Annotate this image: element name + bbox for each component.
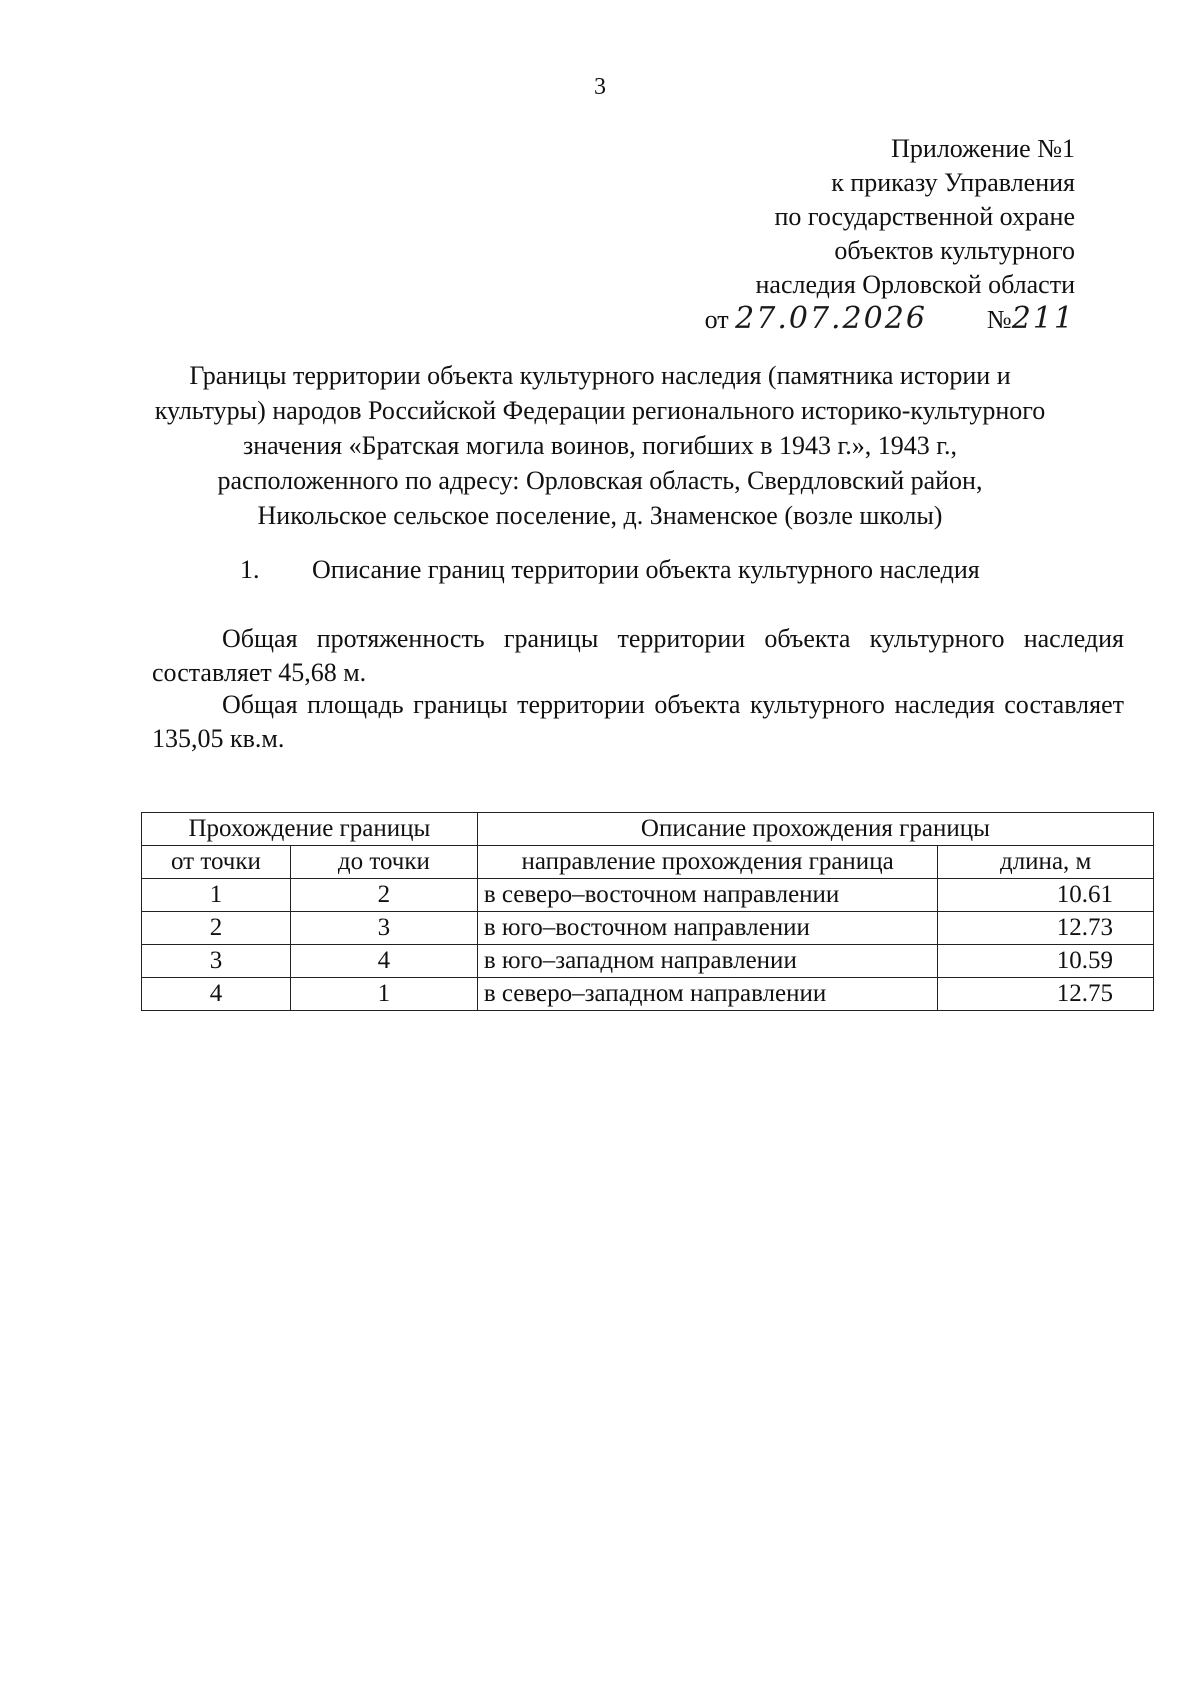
title-line: Границы территории объекта культурного наследия (памятника истории и [189, 361, 1011, 390]
header-boundary-passage: Прохождение границы [142, 813, 478, 846]
cell-length: 12.73 [938, 912, 1154, 945]
cell-to: 1 [290, 978, 477, 1011]
appendix-date-line [705, 302, 1075, 337]
cell-length: 12.75 [938, 978, 1154, 1011]
cell-direction: в северо–западном направлении [477, 978, 938, 1011]
number-prefix: № [986, 305, 1012, 334]
cell-direction: в северо–восточном направлении [477, 879, 938, 912]
section-heading [240, 555, 980, 585]
table-row [142, 945, 1154, 978]
header-direction: направление прохождения граница [477, 846, 938, 879]
header-length: длина, м [938, 846, 1154, 879]
boundary-table [141, 812, 1154, 1011]
handwritten-date: 27.07.2026 [735, 301, 927, 336]
header-boundary-description: Описание прохождения границы [477, 813, 1153, 846]
section-heading-text: Описание границ территории объекта культурного наследия [312, 555, 980, 584]
appendix-line: Приложение №1 [891, 134, 1075, 163]
cell-direction: в юго–западном направлении [477, 945, 938, 978]
title-line: Никольское сельское поселение, д. Знаменское (возле школы) [257, 501, 943, 530]
header-to-point: до точки [290, 846, 477, 879]
appendix-line: наследия Орловской области [755, 270, 1075, 299]
page-number: 3 [594, 74, 606, 100]
paragraph-length: Общая протяженность границы территории объекта культурного наследия составляет 45,68 м. [152, 624, 1124, 687]
table-header-row [142, 813, 1154, 846]
cell-to: 4 [290, 945, 477, 978]
cell-from: 3 [142, 945, 291, 978]
table-subheader-row [142, 846, 1154, 879]
cell-direction: в юго–восточном направлении [477, 912, 938, 945]
header-from-point: от точки [142, 846, 291, 879]
cell-from: 1 [142, 879, 291, 912]
appendix-line: объектов культурного [834, 236, 1075, 265]
appendix-block [705, 132, 1075, 337]
cell-length: 10.61 [938, 879, 1154, 912]
cell-from: 4 [142, 978, 291, 1011]
table-row [142, 912, 1154, 945]
title-line: культуры) народов Российской Федерации регионального историко-культурного [154, 396, 1046, 425]
title-line: расположенного по адресу: Орловская область, Свердловский район, [217, 466, 983, 495]
handwritten-number: 211 [1011, 301, 1075, 336]
cell-to: 2 [290, 879, 477, 912]
title-line: значения «Братская могила воинов, погибших в 1943 г.», 1943 г., [243, 431, 957, 460]
appendix-line: по государственной охране [774, 202, 1075, 231]
document-title [120, 358, 1080, 533]
paragraph-area: Общая площадь границы территории объекта культурного наследия составляет 135,05 кв.м. [152, 690, 1124, 753]
cell-from: 2 [142, 912, 291, 945]
date-prefix: от [704, 305, 729, 334]
table-row [142, 978, 1154, 1011]
appendix-line: к приказу Управления [831, 168, 1075, 197]
section-number: 1. [240, 555, 260, 584]
cell-length: 10.59 [938, 945, 1154, 978]
cell-to: 3 [290, 912, 477, 945]
table-row [142, 879, 1154, 912]
